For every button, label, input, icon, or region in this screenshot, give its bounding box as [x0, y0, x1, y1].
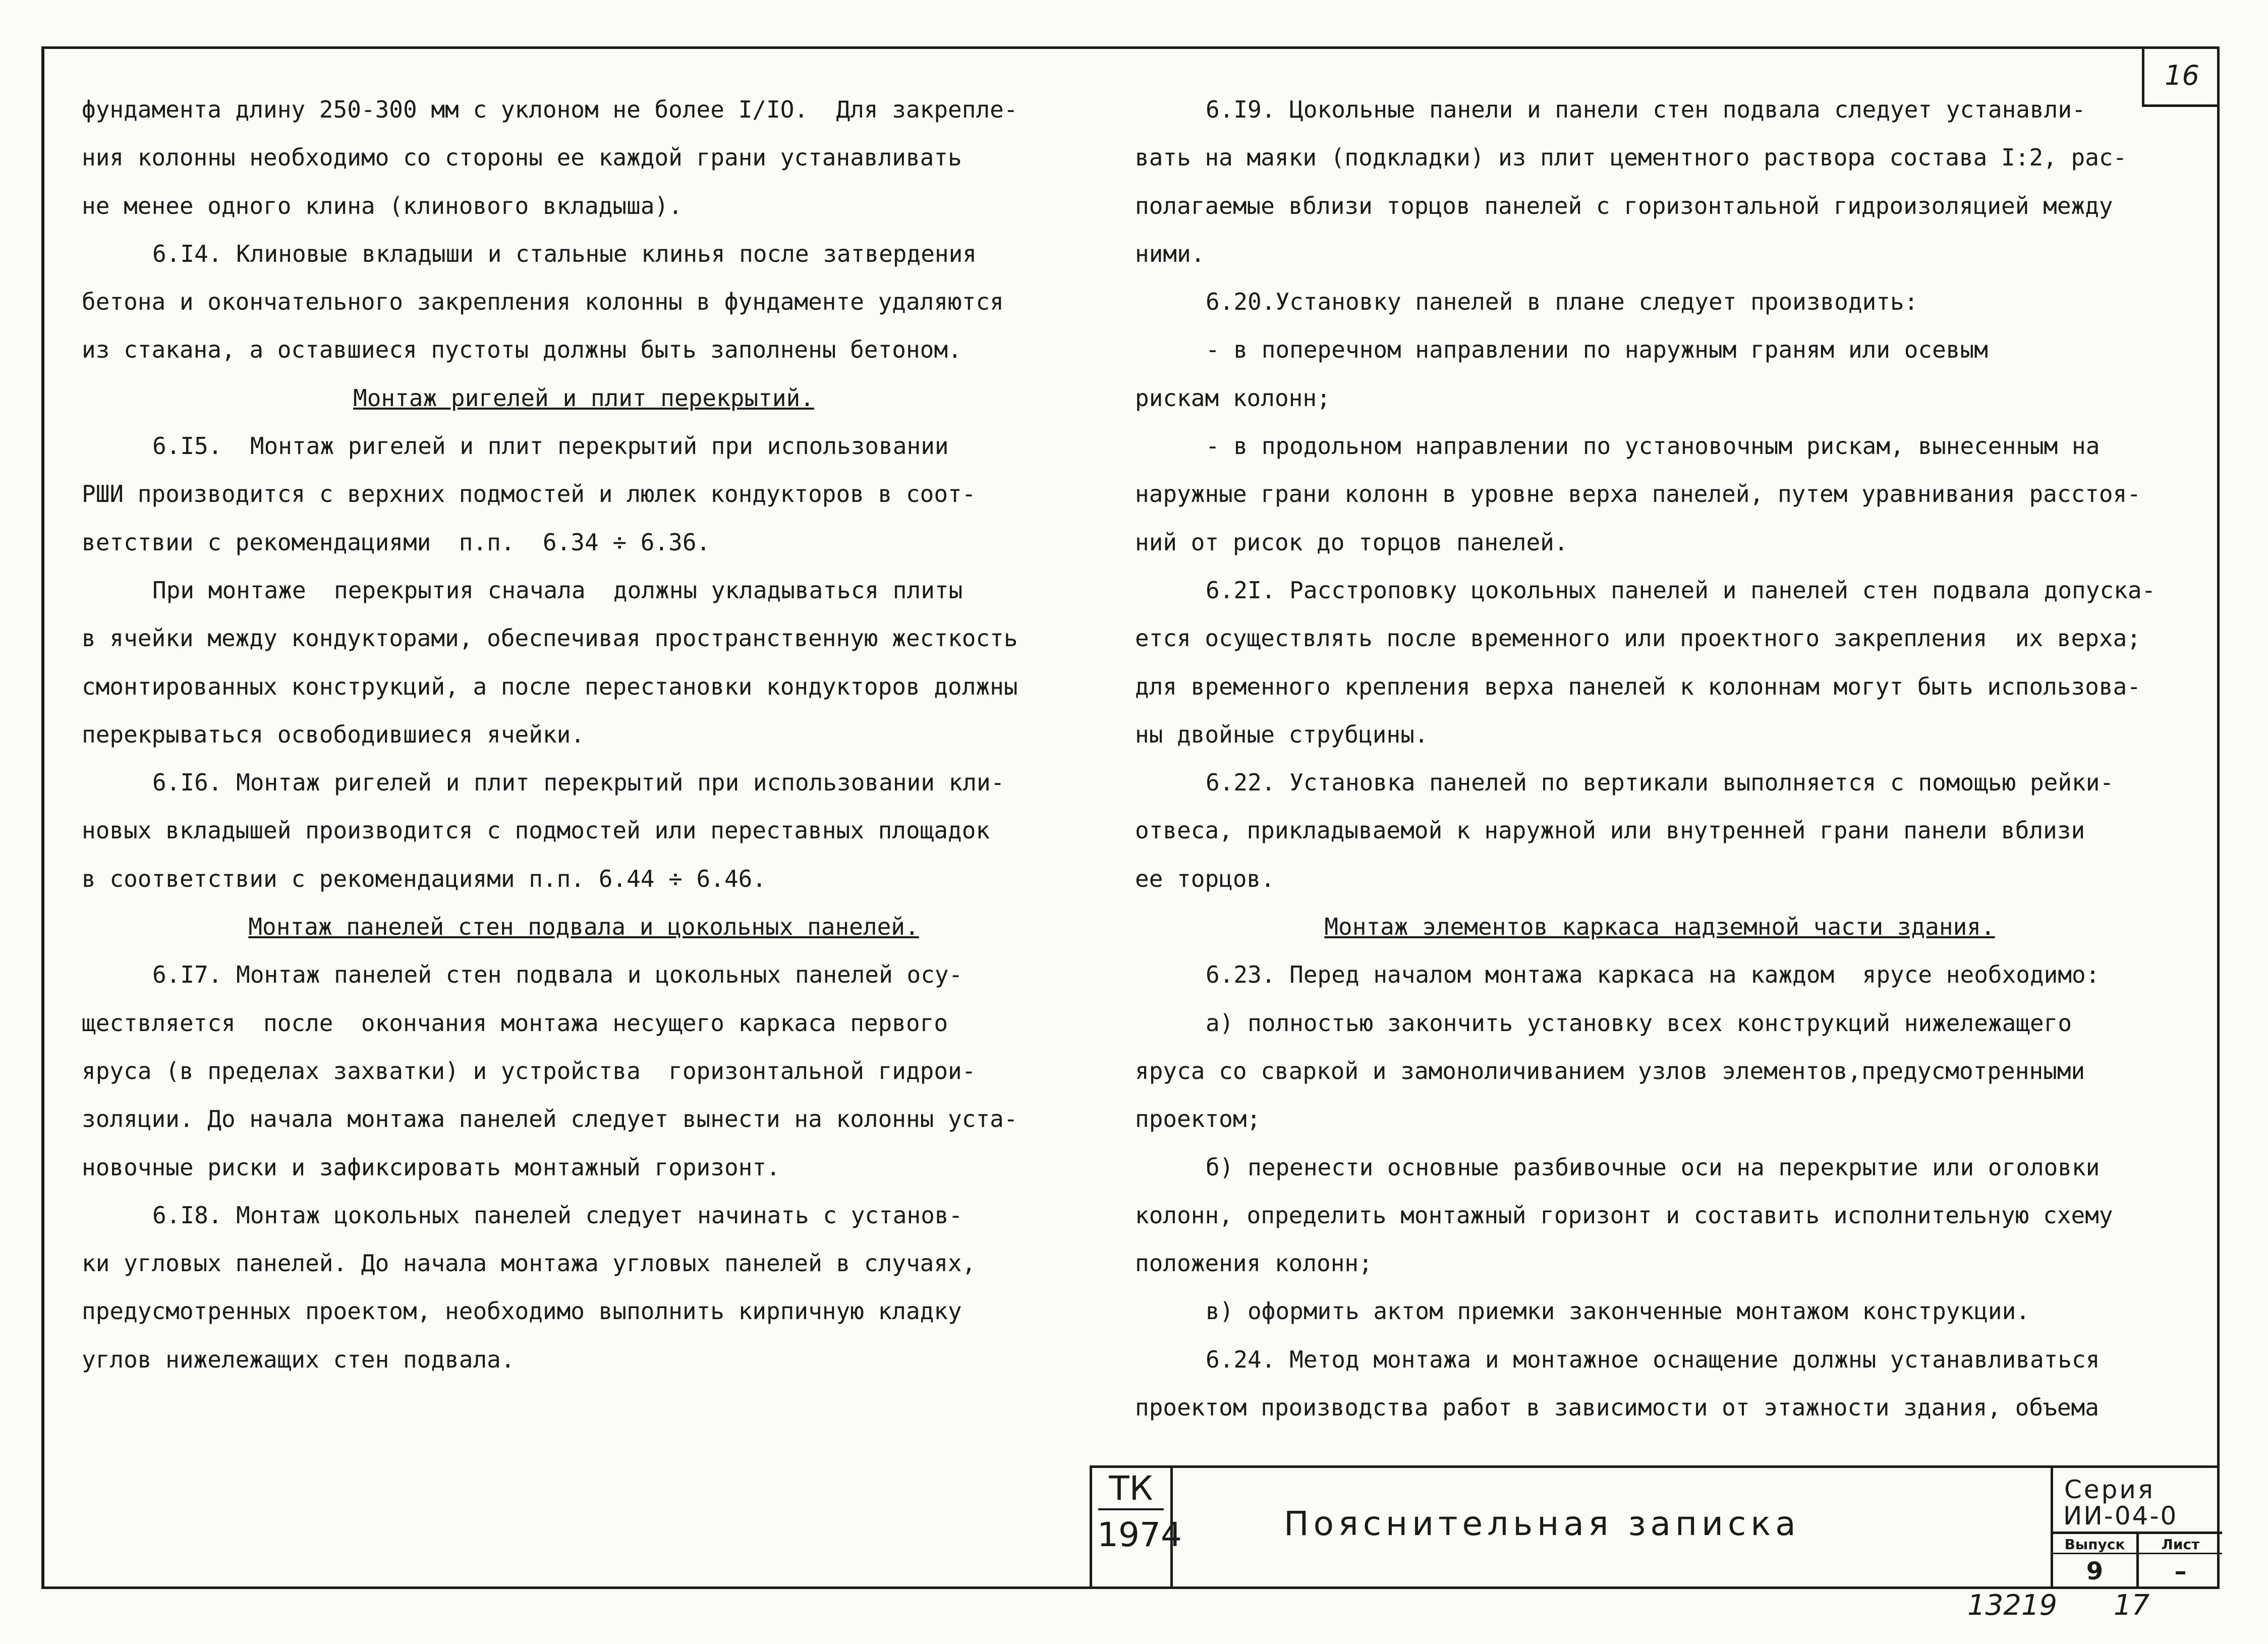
text-line: а) полностью закончить установку всех конструкций нижележащего	[1206, 1009, 2072, 1037]
text-line: б) перенести основные разбивочные оси на перекрытие или оголовки	[1206, 1153, 2100, 1181]
text-line: в) оформить актом приемки законченные монтажом конструкции.	[1206, 1297, 2030, 1325]
tk-label: ТК	[1098, 1472, 1164, 1510]
text-line: проектом;	[1135, 1105, 1261, 1133]
text-line: бетона и окончательного закрепления колонны в фундаменте удаляются	[82, 288, 1004, 316]
text-line: рискам колонн;	[1135, 384, 1331, 412]
text-line: 6.22. Установка панелей по вертикали выполняется с помощью рейки-	[1206, 769, 2114, 797]
section-heading: Монтаж панелей стен подвала и цокольных панелей.	[248, 913, 919, 941]
text-line: 6.20.Установку панелей в плане следует производить:	[1206, 288, 1918, 316]
text-line: 6.I9. Цокольные панели и панели стен подвала следует устанавли-	[1206, 96, 2086, 123]
text-line: отвеса, прикладываемой к наружной или внутренней грани панели вблизи	[1135, 817, 2085, 844]
sheet-label: Лист	[2139, 1536, 2222, 1554]
sheet-number: 16	[2165, 60, 2199, 91]
text-line: яруса со сваркой и замоноличиванием узлов элементов,предусмотренными	[1135, 1057, 2085, 1085]
document-title: Пояснительная записка	[1284, 1504, 1800, 1543]
text-line: смонтированных конструкций, а после перестановки кондукторов должны	[82, 672, 1018, 700]
text-line: в соответствии с рекомендациями п.п. 6.44 ÷ 6.46.	[82, 865, 767, 892]
text-line: перекрываться освободившиеся ячейки.	[82, 720, 585, 748]
text-line: золяции. До начала монтажа панелей следует вынести на колонны уста-	[82, 1105, 1018, 1133]
text-line: из стакана, а оставшиеся пустоты должны быть заполнены бетоном.	[82, 336, 962, 364]
text-line: 6.I6. Монтаж ригелей и плит перекрытий при использовании кли-	[152, 769, 1005, 797]
text-line: ществляется после окончания монтажа несущего каркаса первого	[82, 1009, 948, 1037]
text-line: для временного крепления верха панелей к колоннам могут быть использова-	[1135, 672, 2141, 700]
text-line: не менее одного клина (клинового вкладыша).	[82, 192, 683, 219]
section-heading: Монтаж элементов каркаса надземной части здания.	[1324, 913, 1995, 941]
text-line: - в поперечном направлении по наружным граням или осевым	[1206, 336, 1988, 364]
title-block	[1090, 1465, 2220, 1589]
text-line: вать на маяки (подкладки) из плит цементного раствора состава I:2, рас-	[1135, 144, 2127, 172]
page-number: 17	[2114, 1589, 2150, 1622]
text-line: полагаемые вблизи торцов панелей с горизонтальной гидроизоляцией между	[1135, 192, 2113, 219]
text-line: в ячейки между кондукторами, обеспечивая пространственную жесткость	[82, 625, 1018, 652]
text-line: 6.I4. Клиновые вкладыши и стальные клинья после затвердения	[152, 240, 977, 267]
text-line: ее торцов.	[1135, 865, 1275, 892]
text-line: - в продольном направлении по установочным рискам, вынесенным на	[1206, 432, 2100, 460]
text-line: колонн, определить монтажный горизонт и составить исполнительную схему	[1135, 1201, 2113, 1229]
text-line: наружные грани колонн в уровне верха панелей, путем уравнивания расстоя-	[1135, 480, 2141, 508]
text-line: проектом производства работ в зависимости от этажности здания, объема	[1135, 1394, 2099, 1422]
text-line: новых вкладышей производится с подмостей или переставных площадок	[82, 817, 990, 844]
section-heading: Монтаж ригелей и плит перекрытий.	[353, 384, 814, 412]
series-label: Серия	[2064, 1475, 2155, 1504]
text-line: 6.I8. Монтаж цокольных панелей следует начинать с установ-	[152, 1201, 963, 1229]
text-line: 6.I7. Монтаж панелей стен подвала и цокольных панелей осу-	[152, 961, 963, 989]
text-line: ветствии с рекомендациями п.п. 6.34 ÷ 6.36.	[82, 528, 711, 556]
text-line: 6.24. Метод монтажа и монтажное оснащение должны устанавливаться	[1206, 1345, 2100, 1373]
right-text-column	[1135, 86, 2184, 1432]
text-line: ны двойные струбцины.	[1135, 720, 1429, 748]
text-line: ними.	[1135, 240, 1205, 267]
text-line: ется осуществлять после временного или проектного закрепления их верха;	[1135, 625, 2141, 652]
text-line: предусмотренных проектом, необходимо выполнить кирпичную кладку	[82, 1297, 962, 1325]
tk-year: 1974	[1097, 1515, 1182, 1554]
inventory-number: 13219	[1967, 1589, 2058, 1622]
sheet-value: –	[2174, 1557, 2187, 1585]
issue-label: Выпуск	[2053, 1536, 2136, 1554]
series-code: ИИ-04-0	[2063, 1501, 2178, 1530]
sheet-cell	[2139, 1534, 2222, 1589]
tk-cell	[1092, 1468, 1182, 1589]
text-line: фундамента длину 250-300 мм с уклоном не более I/IO. Для закрепле-	[82, 96, 1018, 123]
text-line: ний от рисок до торцов панелей.	[1135, 528, 1568, 556]
text-line: При монтаже перекрытия сначала должны укладываться плиты	[152, 576, 963, 604]
text-line: ния колонны необходимо со стороны ее каждой грани устанавливать	[82, 144, 962, 172]
text-line: положения колонн;	[1135, 1250, 1373, 1277]
text-line: углов нижележащих стен подвала.	[82, 1345, 515, 1373]
issue-cell	[2053, 1534, 2139, 1589]
series-cell	[2051, 1468, 2222, 1589]
issue-sheet-row	[2053, 1532, 2222, 1589]
text-line: 6.23. Перед началом монтажа каркаса на каждом ярусе необходимо:	[1206, 961, 2100, 989]
text-line: яруса (в пределах захватки) и устройства горизонтальной гидрои-	[82, 1057, 976, 1085]
text-line: 6.I5. Монтаж ригелей и плит перекрытий при использовании	[152, 432, 949, 460]
text-line: ки угловых панелей. До начала монтажа угловых панелей в случаях,	[82, 1250, 976, 1277]
text-line: новочные риски и зафиксировать монтажный горизонт.	[82, 1153, 780, 1181]
left-text-column	[82, 86, 1086, 1384]
issue-value: 9	[2086, 1557, 2104, 1585]
text-line: 6.2I. Расстроповку цокольных панелей и панелей стен подвала допуска-	[1206, 576, 2156, 604]
text-line: РШИ производится с верхних подмостей и люлек кондукторов в соот-	[82, 480, 976, 508]
